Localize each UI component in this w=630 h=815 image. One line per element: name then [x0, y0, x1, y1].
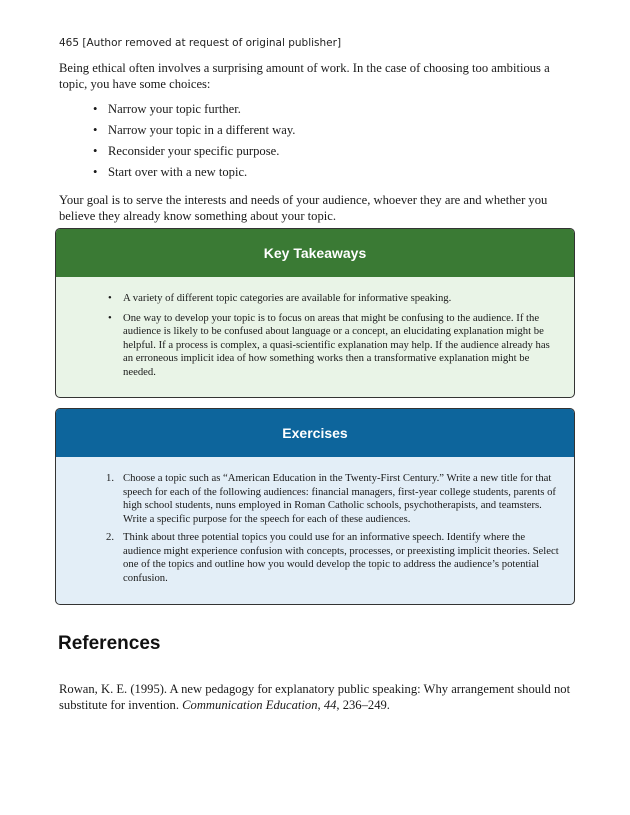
list-item: • Narrow your topic in a different way. [93, 120, 295, 141]
choices-list [93, 99, 295, 183]
reference-pages: , 236–249. [336, 698, 390, 712]
intro-paragraph: Being ethical often involves a surprising amount of work. In the case of choosing too ambitious a topic, you have some choices: [59, 61, 550, 91]
key-takeaways-list [108, 292, 560, 385]
references-heading: References [58, 633, 161, 654]
page-header: 465 [Author removed at request of original publisher] [59, 37, 342, 49]
journal-title: Communication Education [182, 698, 318, 712]
item-number: 2. [106, 531, 115, 543]
journal-volume: 44 [323, 698, 337, 712]
reference-text: Rowan, K. E. (1995). A new pedagogy for explanatory public speaking: Why arrangement should not substitute for invention. [59, 682, 571, 712]
list-item: • Start over with a new topic. [93, 162, 295, 183]
exercises-box [55, 408, 575, 605]
key-takeaways-box [55, 228, 575, 398]
reference-entry [59, 681, 573, 713]
exercises-title: Exercises [56, 409, 574, 457]
list-item: • Reconsider your specific purpose. [93, 141, 295, 162]
list-item [106, 472, 561, 526]
reference-separator: , [317, 698, 324, 712]
key-takeaways-title: Key Takeaways [56, 229, 574, 277]
list-item: • A variety of different topic categories are available for informative speaking. [108, 292, 560, 306]
item-text: Think about three potential topics you could use for an informative speech. Identify where the audience might experience confusion with concepts, processes, or preexisting implicit theories. Select one of the topics and outline how you would develop the topic to address the audience’s potential confusion. [123, 531, 559, 584]
goal-paragraph: Your goal is to serve the interests and needs of your audience, whoever they are and whether you believe they already know something about your topic. [59, 193, 548, 223]
item-number: 1. [106, 472, 115, 484]
list-item [106, 531, 561, 585]
exercises-list [106, 472, 561, 590]
item-text: Choose a topic such as “American Education in the Twenty-First Century.” Write a new title for that speech for each of the following audiences: financial managers, first-year college students, parents of high school students, nuns employed in Roman Catholic schools, psychotherapists, and teamsters. Write a specific purpose for the speech for each of these audiences. [123, 472, 556, 525]
list-item: • Narrow your topic further. [93, 99, 295, 120]
list-item: • One way to develop your topic is to focus on areas that might be confusing to the audience. If the audience is likely to be confused about language or a concept, an elucidating explanation might be helpful. If a process is complex, a quasi-scientific explanation may help. If the audience already has an erroneous implicit idea of how something works then a transformative explanation might be needed. [108, 312, 560, 380]
